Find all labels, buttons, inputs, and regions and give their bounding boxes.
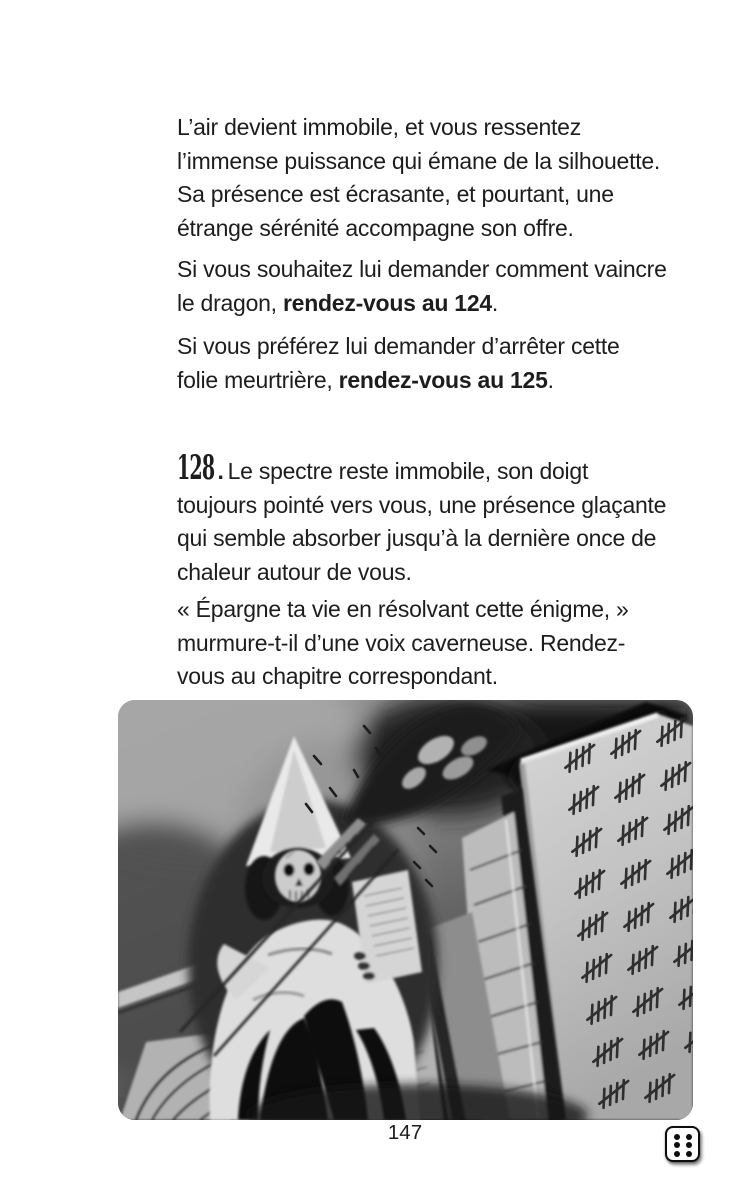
text-line: Si vous préférez lui demander d’arrêter cette — [177, 333, 620, 359]
choice-paragraph-125 — [177, 330, 647, 397]
intro-paragraph — [177, 111, 661, 245]
page-number: 147 — [387, 1121, 423, 1144]
die-pip — [686, 1134, 692, 1140]
die-pip — [674, 1142, 680, 1148]
text-line: « Épargne ta vie en résolvant cette énigme, » — [177, 596, 629, 622]
goto-link-125[interactable]: rendez-vous au 125 — [338, 366, 548, 393]
text-line: Sa présence est écrasante, et pourtant, une — [177, 181, 614, 207]
section-number-dot: . — [217, 458, 224, 484]
section-128-paragraph — [177, 448, 667, 589]
text-segment: le dragon, — [177, 289, 283, 316]
die-pip — [686, 1142, 692, 1148]
choice-paragraph-124 — [177, 253, 667, 320]
text-segment: . — [547, 366, 554, 393]
quote-paragraph — [177, 593, 647, 694]
section-number: 128 — [177, 448, 215, 488]
text-line — [177, 364, 647, 398]
text-line: chaleur autour de vous. — [177, 558, 412, 585]
text-line: L’air devient immobile, et vous ressentez — [177, 114, 581, 140]
text-segment: folie meurtrière, — [177, 366, 339, 393]
die-pip — [674, 1134, 680, 1140]
text-segment: Le spectre reste immobile, son doigt — [227, 458, 589, 484]
skull-face — [275, 850, 321, 902]
text-line — [177, 287, 647, 321]
die-pip — [686, 1151, 692, 1157]
goto-link-124[interactable]: rendez-vous au 124 — [282, 289, 492, 316]
text-segment: . — [491, 289, 499, 316]
text-line: étrange sérénité accompagne son offre. — [177, 214, 574, 241]
text-line — [177, 448, 647, 489]
text-line: l’immense puissance qui émane de la silhouette. — [177, 147, 661, 174]
text-line: Si vous souhaitez lui demander comment vaincre — [177, 256, 667, 282]
die-pip — [674, 1151, 680, 1157]
text-line: vous au chapitre correspondant. — [177, 663, 498, 689]
text-line: murmure-t-il d’une voix caverneuse. Rendez- — [177, 629, 626, 656]
text-line: qui semble absorber jusqu’à la dernière once de — [177, 525, 657, 551]
die-icon[interactable] — [665, 1126, 700, 1162]
text-line: toujours pointé vers vous, une présence glaçante — [177, 491, 667, 518]
spectre-illustration-svg — [118, 700, 693, 1120]
spectre-illustration — [118, 700, 693, 1120]
